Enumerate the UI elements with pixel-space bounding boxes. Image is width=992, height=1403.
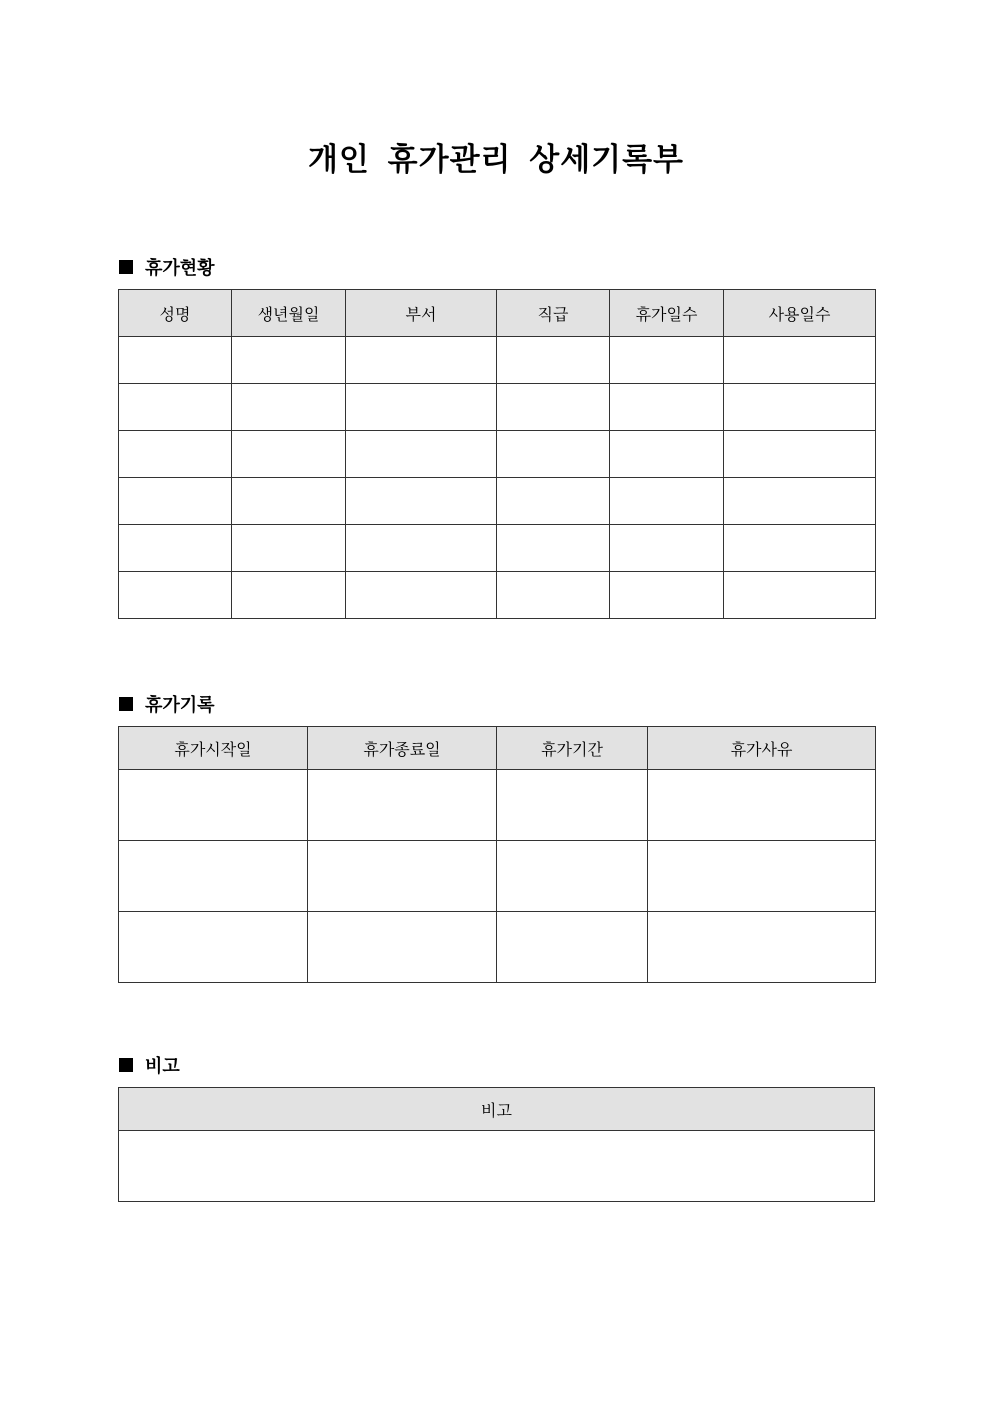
table-cell[interactable] <box>119 478 232 525</box>
table-row <box>119 912 876 983</box>
table-cell[interactable] <box>308 912 497 983</box>
table-cell[interactable] <box>232 337 346 384</box>
column-header-vacation-days: 휴가일수 <box>610 290 724 337</box>
table-row <box>119 384 876 431</box>
table-cell[interactable] <box>119 337 232 384</box>
table-row <box>119 478 876 525</box>
table-cell[interactable] <box>724 572 876 619</box>
table-cell[interactable] <box>648 770 876 841</box>
table-cell[interactable] <box>232 431 346 478</box>
table-cell[interactable] <box>648 841 876 912</box>
column-header-used-days: 사용일수 <box>724 290 876 337</box>
table-row <box>119 431 876 478</box>
table-cell[interactable] <box>119 384 232 431</box>
section-heading-remarks <box>119 1052 180 1078</box>
table-row <box>119 770 876 841</box>
table-cell[interactable] <box>497 431 610 478</box>
table-cell[interactable] <box>119 841 308 912</box>
square-bullet-icon <box>119 1058 133 1072</box>
table-cell[interactable] <box>497 770 648 841</box>
table-row <box>119 337 876 384</box>
remarks-table <box>118 1087 875 1202</box>
table-cell[interactable] <box>724 431 876 478</box>
page-title: 개인 휴가관리 상세기록부 <box>308 142 684 178</box>
section-heading-label: 휴가현황 <box>145 258 215 279</box>
table-cell[interactable] <box>119 770 308 841</box>
column-header-remarks: 비고 <box>119 1088 875 1131</box>
table-cell[interactable] <box>497 841 648 912</box>
square-bullet-icon <box>119 260 133 274</box>
column-header-department: 부서 <box>346 290 497 337</box>
table-row <box>119 572 876 619</box>
table-row <box>119 525 876 572</box>
section-heading-status <box>119 254 215 280</box>
table-cell[interactable] <box>610 384 724 431</box>
table-cell[interactable] <box>119 912 308 983</box>
table-cell[interactable] <box>610 478 724 525</box>
table-cell[interactable] <box>724 525 876 572</box>
table-row <box>119 841 876 912</box>
table-cell[interactable] <box>497 572 610 619</box>
table-cell[interactable] <box>497 525 610 572</box>
table-cell[interactable] <box>610 337 724 384</box>
table-cell[interactable] <box>346 572 497 619</box>
table-cell[interactable] <box>497 912 648 983</box>
table-cell[interactable] <box>346 384 497 431</box>
table-cell[interactable] <box>497 384 610 431</box>
vacation-status-table <box>118 289 876 619</box>
table-cell[interactable] <box>497 478 610 525</box>
square-bullet-icon <box>119 697 133 711</box>
column-header-position: 직급 <box>497 290 610 337</box>
vacation-record-table <box>118 726 876 983</box>
table-cell[interactable] <box>232 478 346 525</box>
table-header-row <box>119 290 876 337</box>
table-row <box>119 1131 875 1202</box>
table-header-row <box>119 727 876 770</box>
section-heading-record <box>119 691 215 717</box>
column-header-end-date: 휴가종료일 <box>308 727 497 770</box>
table-cell[interactable] <box>119 525 232 572</box>
table-cell[interactable] <box>724 478 876 525</box>
table-cell[interactable] <box>648 912 876 983</box>
table-cell[interactable] <box>119 431 232 478</box>
table-cell[interactable] <box>346 478 497 525</box>
column-header-birthdate: 생년월일 <box>232 290 346 337</box>
table-cell[interactable] <box>724 337 876 384</box>
table-cell[interactable] <box>724 384 876 431</box>
column-header-name: 성명 <box>119 290 232 337</box>
table-cell[interactable] <box>232 384 346 431</box>
column-header-period: 휴가기간 <box>497 727 648 770</box>
table-cell[interactable] <box>346 337 497 384</box>
table-cell[interactable] <box>119 572 232 619</box>
remarks-cell[interactable] <box>119 1131 875 1202</box>
table-cell[interactable] <box>346 525 497 572</box>
table-cell[interactable] <box>232 525 346 572</box>
table-cell[interactable] <box>232 572 346 619</box>
table-cell[interactable] <box>308 841 497 912</box>
column-header-start-date: 휴가시작일 <box>119 727 308 770</box>
table-cell[interactable] <box>610 431 724 478</box>
table-cell[interactable] <box>610 525 724 572</box>
table-header-row <box>119 1088 875 1131</box>
section-heading-label: 휴가기록 <box>145 695 215 716</box>
table-cell[interactable] <box>610 572 724 619</box>
table-cell[interactable] <box>308 770 497 841</box>
table-cell[interactable] <box>346 431 497 478</box>
table-cell[interactable] <box>497 337 610 384</box>
section-heading-label: 비고 <box>145 1056 180 1077</box>
column-header-reason: 휴가사유 <box>648 727 876 770</box>
